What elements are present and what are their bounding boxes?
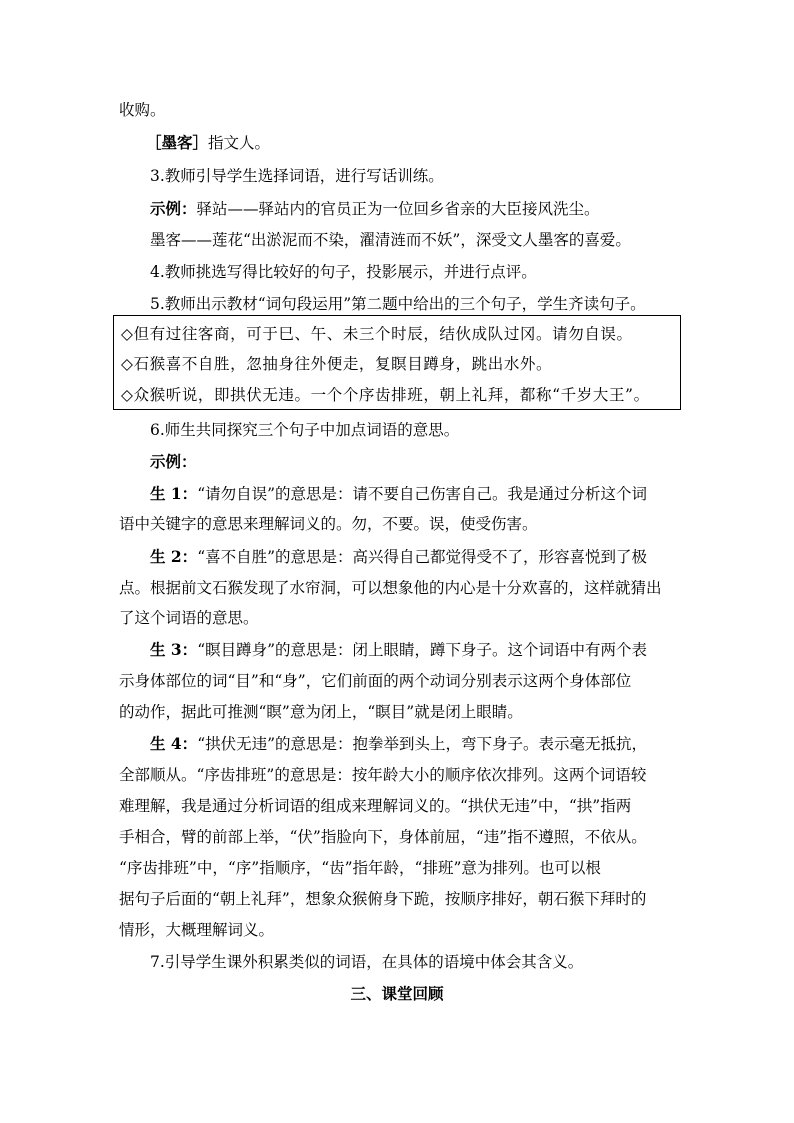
example-text: 驿站——驿站内的官员正为一位回乡省亲的大臣接风洗尘。	[196, 200, 600, 218]
answer-2-line-2: 点。根据前文石猴发现了水帘洞，可以想象他的内心是十分欢喜的，这样就猜出	[119, 579, 662, 597]
answer-text: “请勿自误”的意思是：请不要自己伤害自己。我是通过分析这个词	[197, 485, 648, 503]
answer-4-line-5: “序齿排班”中，“序”指顺序，“齿”指年龄，“排班”意为排列。也可以根	[119, 859, 601, 877]
answer-text: “拱伏无违”的意思是：抱拳举到头上，弯下身子。表示毫无抵抗，	[197, 735, 648, 753]
student-label: 生 4：	[150, 734, 198, 753]
answer-1-line-1	[150, 484, 647, 504]
step-5: 5.教师出示教材“词句段运用”第二题中给出的三个句子，学生齐读句子。	[150, 295, 646, 313]
example-line	[150, 199, 600, 219]
student-label: 生 1：	[150, 484, 198, 503]
answer-text: “瞑目蹲身”的意思是：闭上眼睛，蹲下身子。这个词语中有两个表	[197, 641, 648, 659]
step-7: 7.引导学生课外积累类似的词语，在具体的语境中体会其含义。	[150, 953, 584, 971]
answer-2-line-3: 了这个词语的意思。	[119, 609, 259, 627]
student-label: 生 2：	[150, 547, 198, 566]
step-4: 4.教师挑选写得比较好的句子，投影展示，并进行点评。	[150, 263, 537, 281]
sentence-3: ◇众猴听说，即拱伏无违。一个个序齿排班，朝上礼拜，都称“千岁大王”。	[121, 386, 650, 404]
example-line-2: 墨客——莲花“出淤泥而不染，濯清涟而不妖”，深受文人墨客的喜爱。	[150, 231, 631, 249]
term-text: 指文人。	[208, 134, 271, 152]
answer-4-line-4: 手相合，臂的前部上举，“伏”指脸向下，身体前屈，“违”指不遵照，不依从。	[119, 828, 647, 846]
term-definition	[146, 133, 270, 153]
step-3: 3.教师引导学生选择词语，进行写话训练。	[150, 167, 444, 185]
answer-1-line-2: 语中关键字的意思来理解词义的。勿，不要。误，使受伤害。	[119, 515, 538, 533]
paragraph-line: 收购。	[119, 101, 166, 119]
answer-4-line-6: 据句子后面的“朝上礼拜”，想象众猴俯身下跪，按顺序排好，朝石猴下拜时的	[119, 890, 647, 908]
term-label: ［墨客］	[146, 133, 209, 152]
answer-3-line-2: 示身体部位的词“目”和“身”，它们前面的两个动词分别表示这两个身体部位	[119, 672, 632, 690]
answer-3-line-3: 的动作，据此可推测“瞑”意为闭上，“瞑目”就是闭上眼睛。	[119, 703, 523, 721]
example-label: 示例：	[150, 199, 197, 218]
step-6: 6.师生共同探究三个句子中加点词语的意思。	[150, 421, 460, 439]
answer-4-line-1	[150, 734, 647, 754]
answer-2-line-1	[150, 547, 647, 567]
example-label-2: 示例：	[150, 452, 197, 471]
answer-4-line-3: 难理解，我是通过分析词语的组成来理解词义的。“拱伏无违”中，“拱”指两	[119, 797, 632, 815]
answer-3-line-1	[150, 640, 647, 660]
answer-text: “喜不自胜”的意思是：高兴得自己都觉得受不了，形容喜悦到了极	[197, 548, 648, 566]
answer-4-line-2: 全部顺从。“序齿排班”的意思是：按年龄大小的顺序依次排列。这两个词语较	[119, 766, 647, 784]
sentence-1: ◇但有过往客商，可于巳、午、未三个时辰，结伙成队过冈。请勿自误。	[121, 325, 633, 343]
student-label: 生 3：	[150, 640, 198, 659]
answer-4-line-7: 情形，大概理解词义。	[119, 921, 275, 939]
section-heading: 三、课堂回顾	[350, 984, 444, 1003]
sentence-2: ◇石猴喜不自胜，忽抽身往外便走，复瞑目蹲身，跳出水外。	[121, 355, 553, 373]
